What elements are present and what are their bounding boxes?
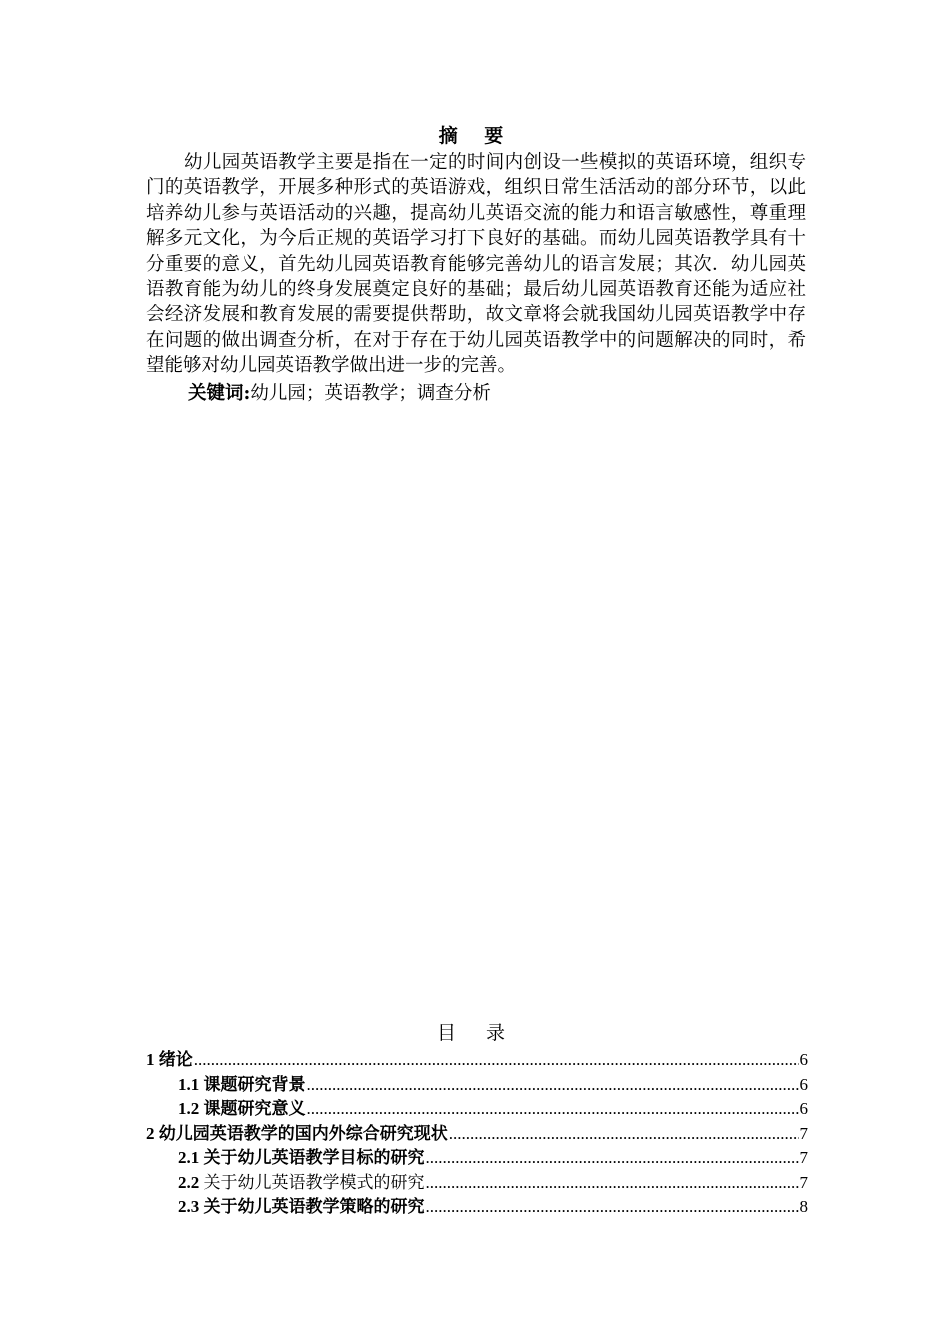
toc-entry-number: 1.2 xyxy=(178,1099,200,1118)
toc-entry[interactable] xyxy=(146,1146,808,1171)
toc-leader-dots xyxy=(307,1073,799,1098)
toc-entry[interactable] xyxy=(146,1097,808,1122)
toc-entry[interactable] xyxy=(146,1122,808,1147)
toc-entry-page: 6 xyxy=(799,1050,808,1069)
toc-entry-number: 2 xyxy=(146,1123,155,1143)
toc-leader-dots xyxy=(194,1048,799,1073)
toc-entry-page: 6 xyxy=(799,1099,808,1118)
toc-leader-dots xyxy=(426,1195,799,1220)
toc-entry-text: 幼儿园英语教学的国内外综合研究现状 xyxy=(158,1123,448,1143)
toc-entry-text: 课题研究背景 xyxy=(203,1074,306,1094)
toc-leader-dots xyxy=(426,1171,799,1196)
toc-leader-dots xyxy=(449,1122,799,1147)
keywords-label: 关键词: xyxy=(188,382,251,404)
abstract-body: 幼儿园英语教学主要是指在一定的时间内创设一些模拟的英语环境，组织专门的英语教学，开展多种形式的英语游戏，组织日常生活活动的部分环节，以此培养幼儿参与英语活动的兴趣，提高幼儿英语交流的能力和语言敏感性，尊重理解多元文化，为今后正规的英语学习打下良好的基础。而幼儿园英语教学具有十分重要的意义，首先幼儿园英语教育能够完善幼儿的语言发展；其次．幼儿园英语教育能为幼儿的终身发展奠定良好的基础；最后幼儿园英语教育还能为适应社会经济发展和教育发展的需要提供帮助，故文章将会就我国幼儿园英语教学中存在问题的做出调查分析，在对于存在于幼儿园英语教学中的问题解决的同时，希望能够对幼儿园英语教学做出进一步的完善。 xyxy=(146,152,806,377)
toc-entry-page: 6 xyxy=(799,1074,808,1094)
toc-leader-dots xyxy=(426,1146,799,1171)
toc-entry-text: 关于幼儿英语教学模式的研究 xyxy=(203,1172,425,1192)
toc-entry-text: 课题研究意义 xyxy=(203,1099,306,1118)
toc-entry-label xyxy=(178,1171,425,1196)
toc-title: 目 录 xyxy=(436,1022,518,1044)
toc-leader-dots xyxy=(307,1097,799,1122)
toc-entry-label xyxy=(178,1097,306,1122)
toc-entry[interactable] xyxy=(146,1195,808,1220)
toc-entry-text: 关于幼儿英语教学策略的研究 xyxy=(203,1197,425,1216)
abstract-section xyxy=(146,122,806,407)
toc-entry-label xyxy=(146,1122,448,1147)
toc-entry-page: 7 xyxy=(799,1123,808,1143)
toc-entry[interactable] xyxy=(146,1073,808,1098)
toc-entry-label xyxy=(178,1146,425,1171)
toc-entry-number: 2.2 xyxy=(178,1172,200,1192)
toc-entry-page: 7 xyxy=(799,1172,808,1192)
toc-entry-page: 8 xyxy=(799,1197,808,1216)
abstract-title: 摘 要 xyxy=(438,125,514,147)
keywords-text: 幼儿园；英语教学；调查分析 xyxy=(250,382,491,404)
keywords-line xyxy=(146,381,806,407)
toc-entry-label xyxy=(146,1048,193,1073)
toc-entry-number: 1 xyxy=(146,1050,155,1069)
toc-entry-number: 1.1 xyxy=(178,1074,200,1094)
toc-entry-page: 7 xyxy=(799,1148,808,1167)
table-of-contents xyxy=(146,1020,808,1220)
toc-entry-label xyxy=(178,1195,425,1220)
toc-entry[interactable] xyxy=(146,1048,808,1073)
toc-entry-number: 2.3 xyxy=(178,1197,200,1216)
toc-entry-text: 关于幼儿英语教学目标的研究 xyxy=(203,1148,425,1167)
toc-entry-label xyxy=(178,1073,306,1098)
toc-entry[interactable] xyxy=(146,1171,808,1196)
toc-entry-number: 2.1 xyxy=(178,1148,200,1167)
toc-entry-text: 绪论 xyxy=(158,1050,193,1069)
